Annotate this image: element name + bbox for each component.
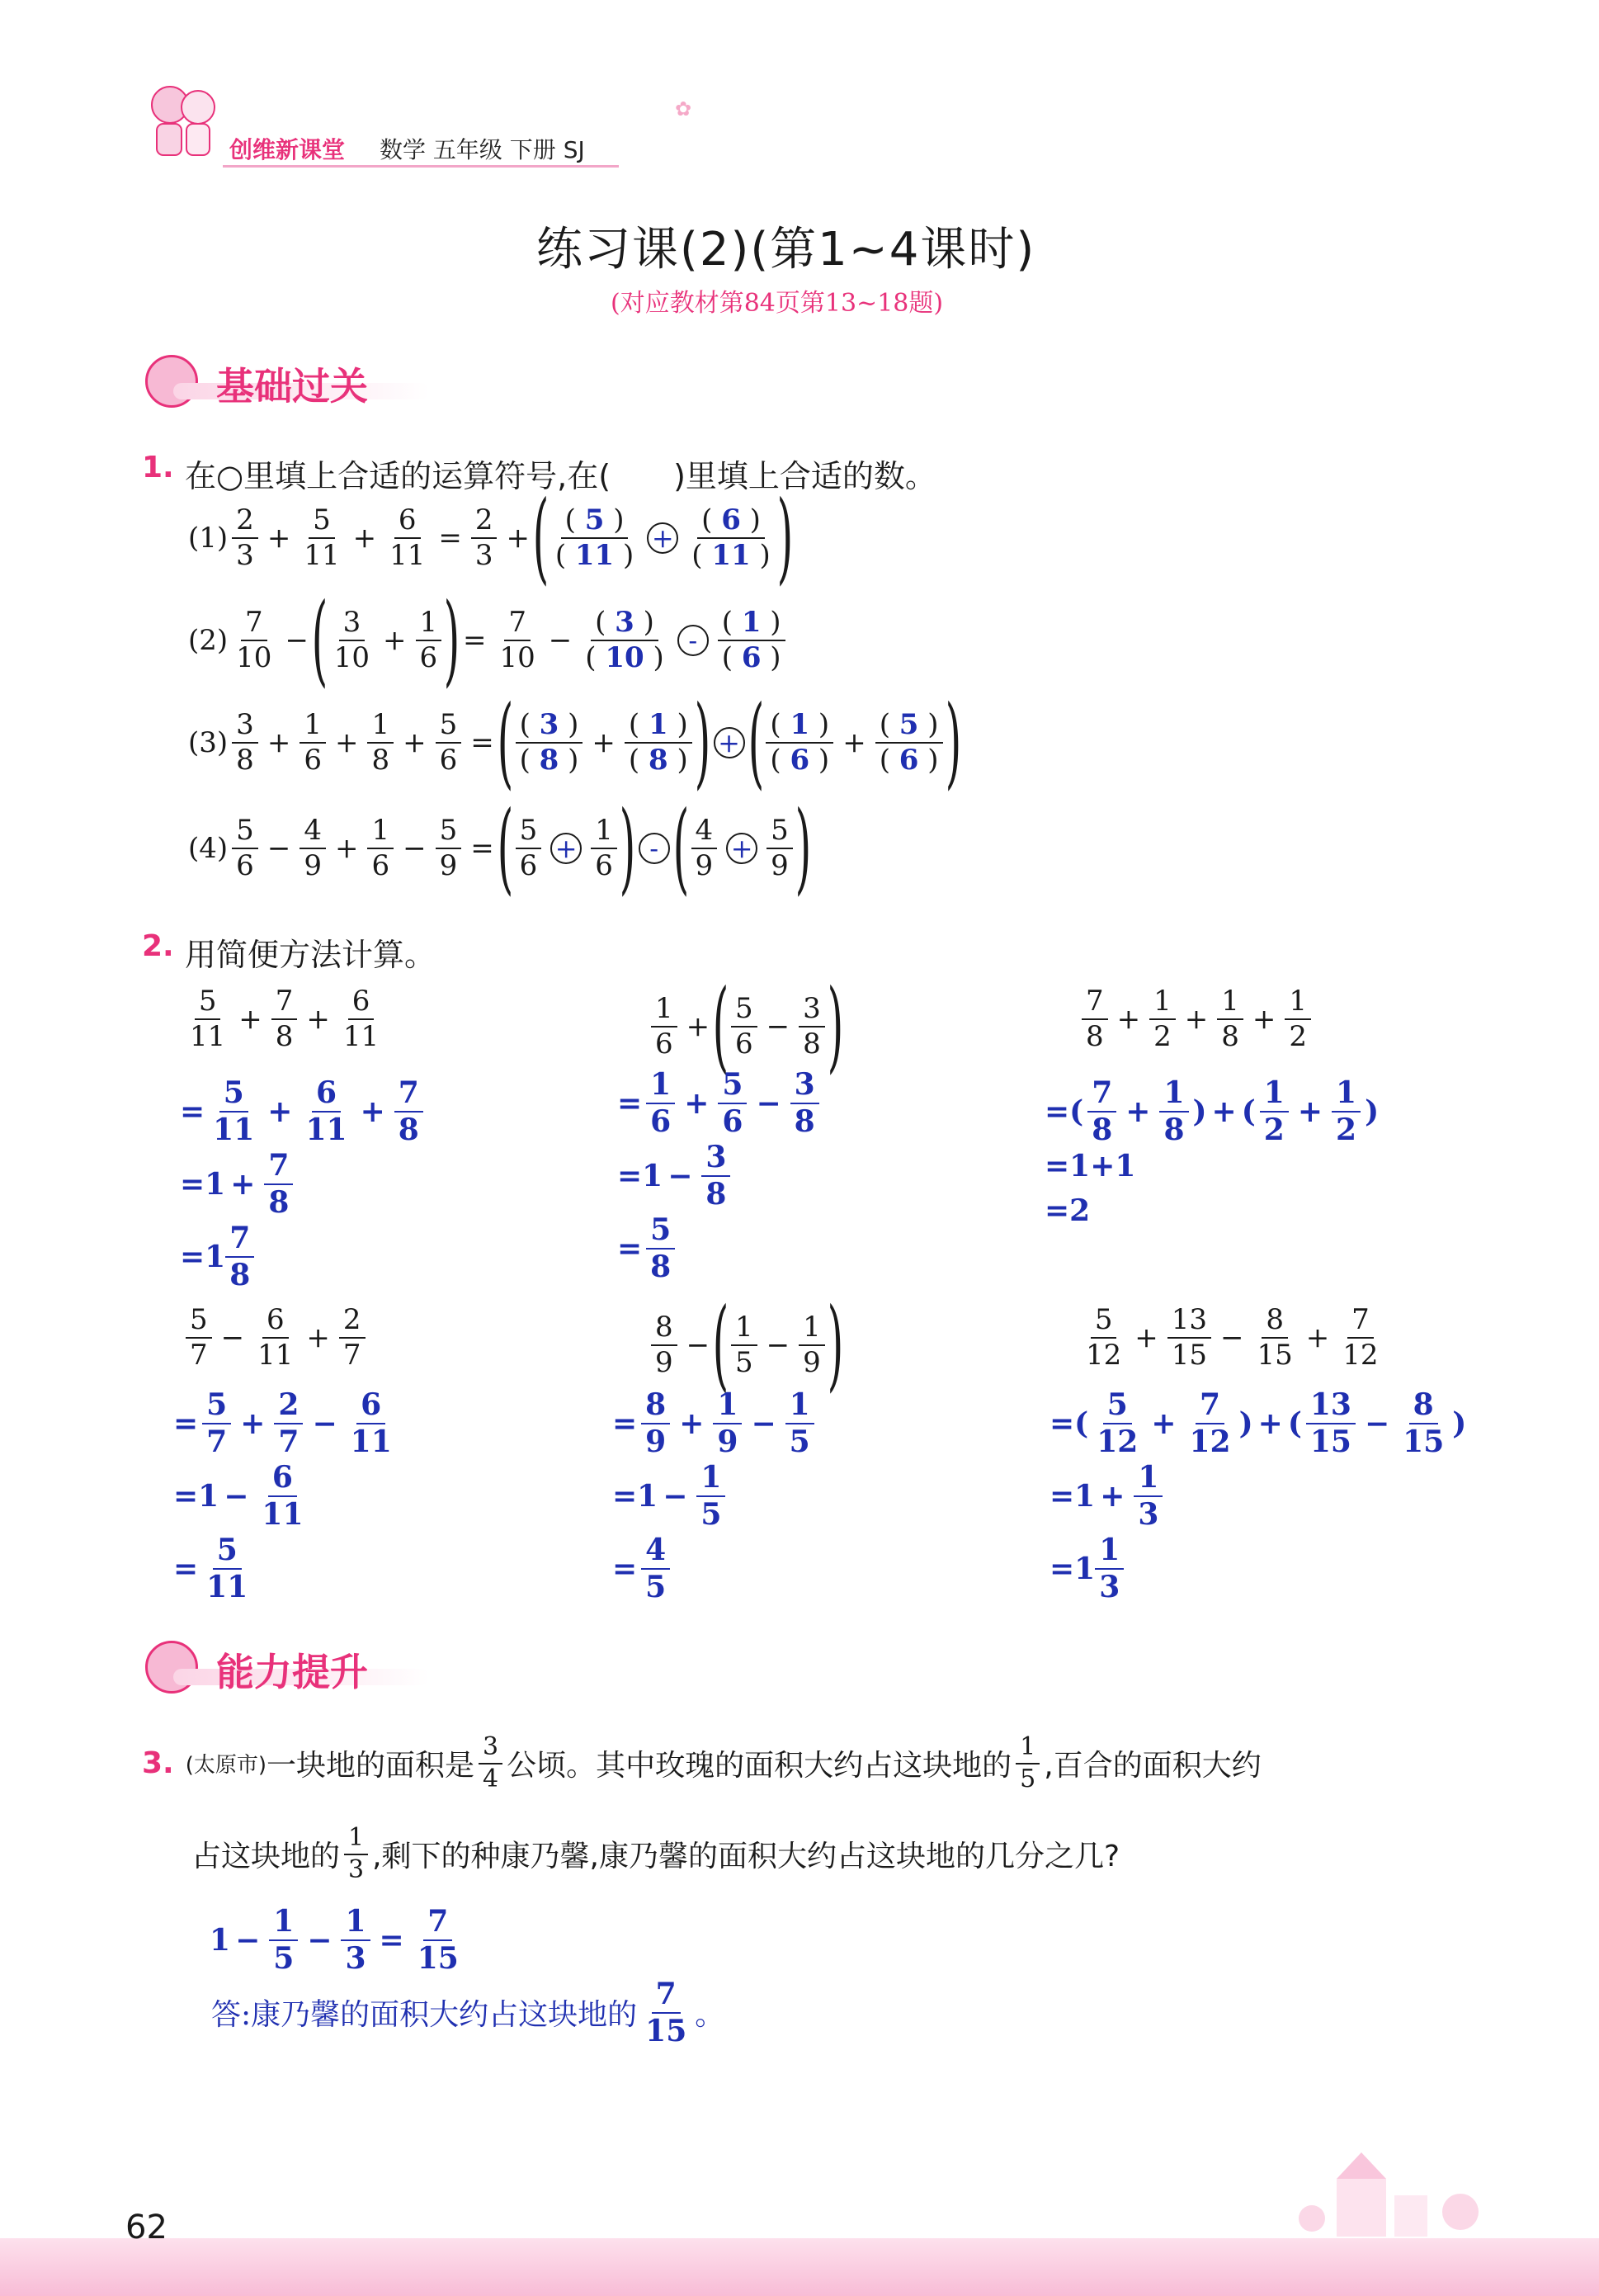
q2-problem-e: $\frac{8}{9}$ − ( $\frac{1}{5}$ − $\frac{1}{9}$ ) — [647, 1306, 842, 1385]
q2-b-step3: = $\frac{5}{8}$ — [617, 1215, 679, 1282]
fraction: $\frac{1}{6}$ — [591, 816, 617, 880]
fraction: $\frac{1}{6}$ — [300, 711, 326, 774]
fraction: $\frac{3}{8}$ — [232, 711, 258, 774]
fill-fraction: $\frac{( 5 )}{( 11 )}$ — [554, 503, 634, 572]
q2-e-step3: = $\frac{4}{5}$ — [612, 1535, 674, 1602]
fraction: $\frac{1}{8}$ — [367, 711, 394, 774]
operator-circle: + — [714, 727, 745, 758]
fraction: $\frac{4}{9}$ — [691, 816, 718, 880]
q1-part1-label: (1) — [188, 522, 229, 555]
operator-circle: - — [677, 625, 709, 656]
fraction: $\frac{4}{9}$ — [300, 816, 326, 880]
q2-f-step2: =1 + $\frac{1}{3}$ — [1049, 1462, 1167, 1529]
q1-part1: (1) $\frac{2}{3}$ + $\frac{5}{11}$ + $\frac{6}{11}$ = $\frac{2}{3}$ + ( $\frac{( 5 )}{( 11 )}$ + $\frac{( 6 )}{( 11 )}$ ) — [188, 480, 794, 595]
fraction: $\frac{3}{10}$ — [333, 606, 370, 674]
q3-text: 占这块地的 — [191, 1840, 341, 1874]
q3-line2: 占这块地的 $\frac{1}{3}$ ,剩下的种康乃馨,康乃馨的面积大约占这块地的几分之几? — [191, 1823, 1120, 1884]
q1-text: 在○里填上合适的运算符号,在( )里填上合适的数。 — [185, 458, 936, 494]
fill-fraction: $\frac{( 5 )}{( 6 )}$ — [875, 711, 943, 774]
fraction: $\frac{5}{9}$ — [766, 816, 793, 880]
fill-fraction: $\frac{( 6 )}{( 11 )}$ — [691, 503, 771, 572]
q2-a-step3: =1 $\frac{7}{8}$ — [180, 1223, 258, 1290]
q2-d-step3: = $\frac{5}{11}$ — [173, 1533, 248, 1604]
fill-fraction: $\frac{( 3 )}{( 8 )}$ — [516, 711, 583, 774]
q3-text: 公顷。其中玫瑰的面积大约占这块地的 — [507, 1749, 1012, 1783]
fraction: $\frac{6}{11}$ — [389, 503, 426, 572]
q2-a-step2: =1 + $\frac{7}{8}$ — [180, 1150, 297, 1217]
q3-answer-suffix: 。 — [695, 1998, 725, 2033]
q2-e-step2: =1 − $\frac{1}{5}$ — [612, 1462, 729, 1529]
section-basic-title: 基础过关 — [216, 364, 368, 409]
fraction: $\frac{2}{3}$ — [471, 506, 498, 569]
q2-e-step1: = $\frac{8}{9}$ + $\frac{1}{9}$ − $\frac{1}{5}$ — [612, 1390, 818, 1457]
q1-part3: (3) $\frac{3}{8}$ + $\frac{1}{6}$ + $\frac{1}{8}$ + $\frac{5}{6}$ = ( $\frac{( 3 )}{( 8 )}$ + $\frac{( 1 )}{( 8 )}$ ) + ( $\frac{( 1 )}{( 6 )}$ + $\frac{( 5 )}{( 6 )}$ ) — [188, 685, 961, 800]
fill-fraction: $\frac{( 3 )}{( 10 )}$ — [585, 606, 664, 674]
q1-number: 1. — [142, 451, 174, 484]
header-brand: 创维新课堂 — [229, 136, 346, 163]
q1-part2: (2) $\frac{7}{10}$ − ( $\frac{3}{10}$ + $\frac{1}{6}$ ) = $\frac{7}{10}$ − $\frac{( 3 )}{( 10 )}$ - $\frac{( 1 )}{( 6 )}$ — [188, 601, 790, 680]
fraction: $\frac{5}{11}$ — [304, 503, 340, 572]
q2-a-step1: = $\frac{5}{11}$ + $\frac{6}{11}$ + $\frac{7}{8}$ — [180, 1078, 427, 1145]
q2-problem-b: $\frac{1}{6}$ + ( $\frac{5}{6}$ − $\frac{3}{8}$ ) — [647, 987, 842, 1066]
section-advanced-title: 能力提升 — [216, 1650, 368, 1694]
header-underline — [223, 165, 619, 168]
q3-source: (太原市) — [185, 1753, 267, 1779]
q3-text: ,剩下的种康乃馨,康乃馨的面积大约占这块地的几分之几? — [372, 1840, 1120, 1874]
q3-line1: 3. (太原市) 一块地的面积是 $\frac{3}{4}$ 公顷。其中玫瑰的面积大约占这块地的 $\frac{1}{5}$ ,百合的面积大约 — [142, 1732, 1262, 1793]
fraction: $\frac{7}{10}$ — [499, 606, 535, 674]
q3-number: 3. — [142, 1746, 174, 1781]
q1-part2-label: (2) — [188, 624, 229, 657]
page-number: 62 — [125, 2209, 167, 2246]
q3-solution: 1 − $\frac{1}{5}$ − $\frac{1}{3}$ = $\frac{7}{15}$ — [210, 1904, 459, 1976]
q1-part4-label: (4) — [188, 832, 229, 865]
fraction: $\frac{5}{9}$ — [436, 816, 462, 880]
section-advanced-icon — [145, 1641, 198, 1694]
fill-fraction: $\frac{( 1 )}{( 6 )}$ — [766, 711, 833, 774]
fill-fraction: $\frac{( 1 )}{( 8 )}$ — [625, 711, 692, 774]
fraction: $\frac{5}{6}$ — [232, 816, 258, 880]
operator-circle: - — [639, 833, 670, 864]
section-basic-icon — [145, 355, 198, 408]
q2-c-step1: =( $\frac{7}{8}$ + $\frac{1}{8}$ ) + ( $\frac{1}{2}$ + $\frac{1}{2}$ ) — [1045, 1075, 1380, 1147]
q3-answer-text: 答:康乃馨的面积大约占这块地的 — [211, 1998, 638, 2033]
fraction: $\frac{7}{10}$ — [236, 606, 272, 674]
page-subtitle: (对应教材第84页第13~18题) — [611, 289, 944, 318]
fraction: $\frac{2}{3}$ — [232, 506, 258, 569]
header-star-icon: ✿ — [675, 97, 692, 120]
q2-f-step1: =( $\frac{5}{12}$ + $\frac{7}{12}$ ) + ( $\frac{13}{15}$ − $\frac{8}{15}$ ) — [1049, 1387, 1467, 1459]
operator-circle: + — [726, 833, 757, 864]
q1-part3-label: (3) — [188, 726, 229, 759]
q3-text: ,百合的面积大约 — [1044, 1749, 1262, 1783]
header-mascot — [139, 76, 229, 167]
q3-answer: 答:康乃馨的面积大约占这块地的 $\frac{7}{15}$ 。 — [211, 1977, 725, 2048]
q2-b-step2: =1 − $\frac{3}{8}$ — [617, 1142, 734, 1209]
q2-b-step1: = $\frac{1}{6}$ + $\frac{5}{6}$ − $\frac{3}{8}$ — [617, 1070, 823, 1136]
operator-circle: + — [647, 522, 678, 554]
q2-c-step3: =2 — [1045, 1193, 1091, 1228]
q2-number: 2. — [142, 929, 174, 963]
header-subject: 数学 五年级 下册 SJ — [380, 136, 585, 163]
fraction: $\frac{1}{6}$ — [367, 816, 394, 880]
footer-castle-decoration — [1287, 2146, 1518, 2237]
q2-text: 用简便方法计算。 — [185, 937, 436, 973]
fraction: $\frac{1}{6}$ — [416, 608, 442, 672]
q1-part4: (4) $\frac{5}{6}$ − $\frac{4}{9}$ + $\frac{1}{6}$ − $\frac{5}{9}$ = ( $\frac{5}{6}$ + $\frac{1}{6}$ ) - ( $\frac{4}{9}$ + $\frac{5}{9}$ ) — [188, 791, 812, 905]
q2-f-step3: =1 $\frac{1}{3}$ — [1049, 1535, 1128, 1602]
q2-problem-f: $\frac{5}{12}$ + $\frac{13}{15}$ − $\frac{8}{15}$ + $\frac{7}{12}$ — [1086, 1303, 1379, 1372]
operator-circle: + — [550, 833, 582, 864]
q2-d-step2: =1 − $\frac{6}{11}$ — [173, 1460, 304, 1532]
q3-text: 一块地的面积是 — [266, 1749, 475, 1783]
q2-problem-c: $\frac{7}{8}$ + $\frac{1}{2}$ + $\frac{1}{8}$ + $\frac{1}{2}$ — [1078, 987, 1315, 1051]
page-title: 练习课(2)(第1~4课时) — [536, 223, 1036, 276]
q2-d-step1: = $\frac{5}{7}$ + $\frac{2}{7}$ − $\frac{6}{11}$ — [173, 1387, 392, 1459]
fraction: $\frac{5}{6}$ — [516, 816, 542, 880]
fill-fraction: $\frac{( 1 )}{( 6 )}$ — [718, 608, 785, 672]
q2-c-step2: =1+1 — [1045, 1149, 1136, 1183]
q2-problem-a: $\frac{5}{11}$ + $\frac{7}{8}$ + $\frac{6}{11}$ — [190, 985, 380, 1053]
footer-band — [0, 2238, 1599, 2296]
fraction: $\frac{5}{6}$ — [436, 711, 462, 774]
q2-problem-d: $\frac{5}{7}$ − $\frac{6}{11}$ + $\frac{2}{7}$ — [182, 1306, 370, 1369]
